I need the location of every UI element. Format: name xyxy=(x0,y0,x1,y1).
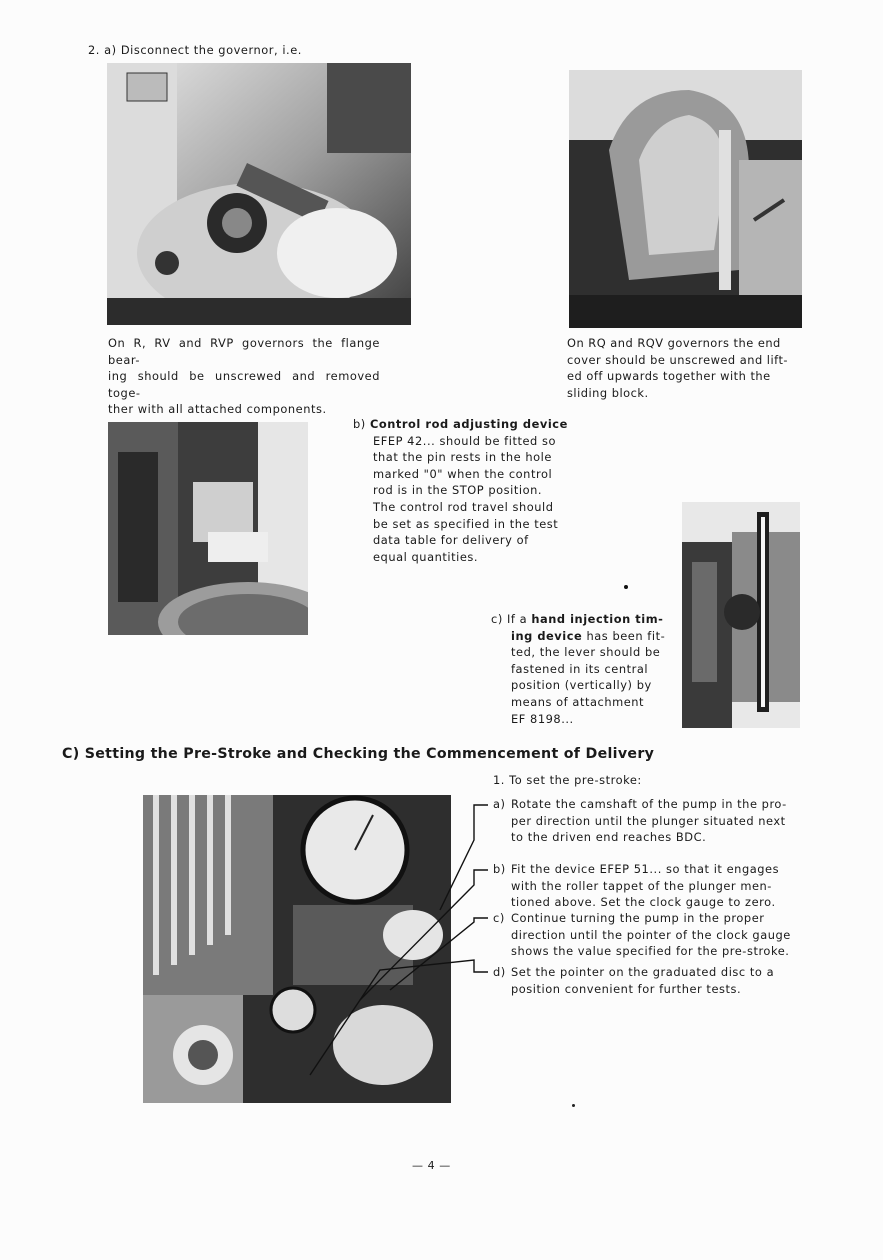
step-c-line: ted, the lever should be xyxy=(511,645,661,660)
step-2-heading: 2. a) Disconnect the governor, i.e. xyxy=(88,43,302,57)
item-d-label: d) xyxy=(493,965,506,979)
item-b-line: tioned above. Set the clock gauge to zero. xyxy=(511,895,776,910)
caption-rq-line: sliding block. xyxy=(567,385,649,400)
step-c-second-line xyxy=(511,628,667,645)
item-c-line: direction until the pointer of the clock gauge xyxy=(511,927,791,942)
step-b-line: data table for delivery of xyxy=(373,533,529,548)
step-b-line: The control rod travel should xyxy=(373,499,554,514)
step-c-hand-timing xyxy=(491,611,667,628)
step-b-line: marked "0" when the control xyxy=(373,466,553,481)
step-c-prefix: If a xyxy=(506,612,528,626)
step-c-bold-1: hand injection tim- xyxy=(531,612,664,626)
step-c-bold-2: ing device xyxy=(511,628,583,643)
item-c-label: c) xyxy=(493,911,505,925)
step-b-line: rod is in the STOP position. xyxy=(373,483,543,498)
callout-lines xyxy=(280,800,495,1080)
photo-hand-timing-device xyxy=(682,502,800,728)
item-c-body xyxy=(511,910,806,960)
item-a-label: a) xyxy=(493,797,506,811)
item-a-body xyxy=(511,796,806,846)
step-c-line: EF 8198... xyxy=(511,711,574,726)
step-c-line: position (vertically) by xyxy=(511,678,652,693)
photo-flange-bearing xyxy=(107,63,411,325)
step-c-first-line xyxy=(491,611,667,628)
section-c-title: C) Setting the Pre-Stroke and Checking the Commencement of Delivery xyxy=(62,746,655,762)
step-b-line: that the pin rests in the hole xyxy=(373,450,552,465)
item-a-line: per direction until the plunger situated next xyxy=(511,813,786,828)
caption-rq-governors xyxy=(567,335,803,401)
item-d-line: position convenient for further tests. xyxy=(511,981,742,996)
section-c-intro: 1. To set the pre-stroke: xyxy=(493,773,642,787)
item-a-line: Rotate the camshaft of the pump in the pro- xyxy=(511,797,787,811)
step-b-line: equal quantities. xyxy=(373,549,479,564)
item-b-line: with the roller tappet of the plunger men- xyxy=(511,878,772,893)
step-b-line: be set as specified in the test xyxy=(373,516,559,531)
page-number: — 4 — xyxy=(412,1159,451,1172)
item-d-line: Set the pointer on the graduated disc to a xyxy=(511,965,775,979)
step-c-line: fastened in its central xyxy=(511,661,649,676)
item-b-line: Fit the device EFEP 51... so that it engages xyxy=(511,862,780,876)
caption-r-line: ther with all attached components. xyxy=(108,402,327,417)
step-c-line: means of attachment xyxy=(511,694,645,709)
item-c-line: shows the value specified for the pre-stroke. xyxy=(511,944,790,959)
caption-r-line: ing should be unscrewed and removed toge- xyxy=(108,369,380,400)
caption-rq-line: ed off upwards together with the xyxy=(567,369,771,384)
caption-r-line: On R, RV and RVP governors the flange bear- xyxy=(108,336,380,367)
item-b-body xyxy=(511,861,806,911)
step-b-label: b) xyxy=(353,417,366,431)
caption-rq-line: cover should be unscrewed and lift- xyxy=(567,352,789,367)
speck-mark xyxy=(572,1104,575,1107)
step-c-label: c) xyxy=(491,612,503,626)
caption-r-governors xyxy=(108,335,380,418)
item-b-label: b) xyxy=(493,862,506,876)
caption-rq-line: On RQ and RQV governors the end xyxy=(567,336,781,350)
step-b-first-line xyxy=(353,416,568,433)
step-b-control-rod xyxy=(353,416,568,433)
step-b-bold-title: Control rod adjusting device xyxy=(369,417,568,431)
photo-rq-end-cover xyxy=(569,70,802,328)
dot-mark xyxy=(624,585,628,589)
item-a-line: to the driven end reaches BDC. xyxy=(511,830,707,845)
step-b-line: EFEP 42... should be fitted so xyxy=(373,433,556,448)
item-c-line: Continue turning the pump in the proper xyxy=(511,911,765,925)
step-c-rest: has been fit- xyxy=(586,628,666,643)
item-d-body xyxy=(511,964,806,997)
step-b-body xyxy=(373,433,568,566)
step-c-body xyxy=(511,628,667,728)
photo-control-rod-device xyxy=(108,422,308,635)
